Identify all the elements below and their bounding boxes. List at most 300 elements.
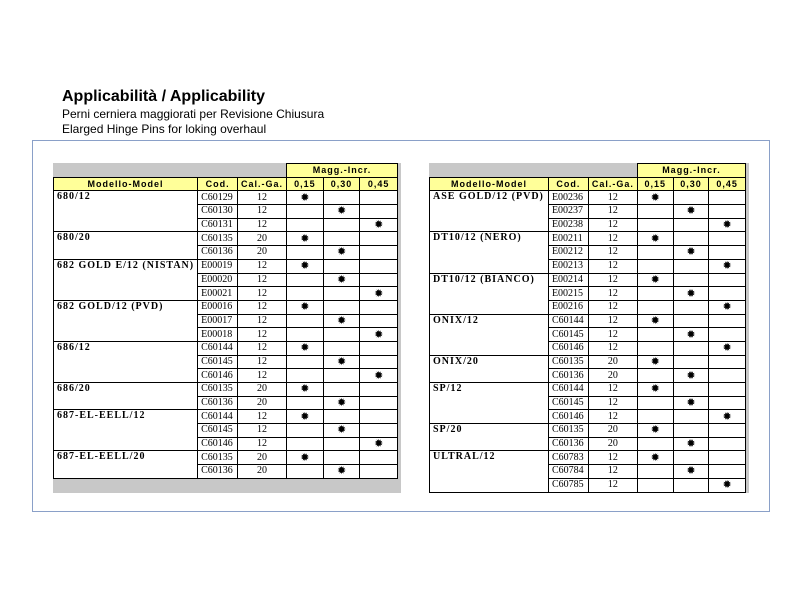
gauge-value: 20 — [238, 232, 287, 246]
size-cell — [360, 396, 398, 410]
size-cell — [287, 191, 324, 205]
part-code: C60146 — [548, 341, 588, 355]
size-cell — [637, 437, 673, 451]
header-cal: Cal.-Ga. — [238, 177, 287, 191]
header-magg-incr: Magg.-Incr. — [637, 164, 745, 178]
size-cell — [709, 287, 746, 301]
gauge-value: 12 — [238, 355, 287, 369]
size-cell — [709, 300, 746, 314]
size-cell — [323, 273, 360, 287]
size-cell — [637, 328, 673, 342]
gauge-value: 12 — [238, 287, 287, 301]
subtitle-english: Elarged Hinge Pins for loking overhaul — [62, 122, 267, 136]
table-row — [54, 259, 398, 273]
model-name: ULTRAL/12 — [430, 451, 549, 492]
oversize-marker-icon: ✹ — [300, 191, 310, 204]
gauge-value: 12 — [238, 259, 287, 273]
gauge-value: 12 — [588, 328, 637, 342]
header-model: Modello-Model — [54, 177, 198, 191]
part-code: E00236 — [548, 191, 588, 205]
part-code: C60135 — [548, 355, 588, 369]
size-cell — [287, 437, 324, 451]
size-cell — [637, 246, 673, 260]
gauge-value: 12 — [588, 259, 637, 273]
size-cell — [637, 465, 673, 479]
size-cell — [637, 259, 673, 273]
size-cell — [360, 314, 398, 328]
oversize-marker-icon: ✹ — [300, 301, 310, 314]
part-code: C60144 — [548, 383, 588, 397]
header-spacer — [430, 164, 638, 178]
table-row — [54, 191, 398, 205]
size-cell — [709, 191, 746, 205]
size-cell — [287, 451, 324, 465]
size-cell — [709, 451, 746, 465]
size-cell — [637, 451, 673, 465]
size-cell — [360, 300, 398, 314]
part-code: C60130 — [198, 205, 238, 219]
size-cell — [673, 451, 709, 465]
header-size-030: 0,30 — [673, 177, 709, 191]
part-code: C60146 — [548, 410, 588, 424]
oversize-marker-icon: ✹ — [722, 479, 732, 492]
part-code: C60129 — [198, 191, 238, 205]
oversize-marker-icon: ✹ — [722, 410, 732, 423]
subtitle-italian: Perni cerniera maggiorati per Revisione Chiusura — [62, 107, 325, 121]
oversize-marker-icon: ✹ — [300, 383, 310, 396]
model-name: 680/12 — [54, 191, 198, 232]
size-cell — [287, 314, 324, 328]
page-title: Applicabilità / Applicability — [62, 88, 265, 105]
size-cell — [323, 383, 360, 397]
size-cell — [637, 218, 673, 232]
oversize-marker-icon: ✹ — [336, 246, 347, 259]
model-name: DT10/12 (BIANCO) — [430, 273, 549, 314]
table-row — [430, 314, 746, 328]
size-cell — [323, 355, 360, 369]
part-code: E00017 — [198, 314, 238, 328]
size-cell — [637, 341, 673, 355]
size-cell — [323, 232, 360, 246]
part-code: E00215 — [548, 287, 588, 301]
gauge-value: 12 — [238, 218, 287, 232]
size-cell — [323, 205, 360, 219]
header-size-015: 0,15 — [287, 177, 324, 191]
size-cell — [323, 369, 360, 383]
header-model: Modello-Model — [430, 177, 549, 191]
size-cell — [323, 424, 360, 438]
size-cell — [673, 300, 709, 314]
size-cell — [673, 410, 709, 424]
part-code: C60136 — [198, 465, 238, 479]
oversize-marker-icon: ✹ — [722, 260, 732, 273]
oversize-marker-icon: ✹ — [300, 410, 310, 423]
gauge-value: 12 — [588, 205, 637, 219]
oversize-marker-icon: ✹ — [686, 438, 696, 451]
oversize-marker-icon: ✹ — [300, 260, 310, 273]
part-code: E00216 — [548, 300, 588, 314]
size-cell — [323, 218, 360, 232]
size-cell — [637, 369, 673, 383]
size-cell — [709, 273, 746, 287]
size-cell — [709, 355, 746, 369]
model-name: SP/12 — [430, 383, 549, 424]
size-cell — [360, 191, 398, 205]
size-cell — [360, 246, 398, 260]
size-cell — [673, 437, 709, 451]
part-code: E00018 — [198, 328, 238, 342]
size-cell — [360, 205, 398, 219]
gauge-value: 12 — [588, 383, 637, 397]
size-cell — [709, 383, 746, 397]
oversize-marker-icon: ✹ — [686, 397, 696, 410]
oversize-marker-icon: ✹ — [650, 232, 660, 245]
part-code: E00213 — [548, 259, 588, 273]
size-cell — [360, 465, 398, 479]
part-code: E00238 — [548, 218, 588, 232]
gauge-value: 12 — [588, 465, 637, 479]
oversize-marker-icon: ✹ — [336, 273, 347, 286]
oversize-marker-icon: ✹ — [300, 451, 310, 464]
size-cell — [323, 191, 360, 205]
model-name: ASE GOLD/12 (PVD) — [430, 191, 549, 232]
part-code: E00211 — [548, 232, 588, 246]
size-cell — [673, 205, 709, 219]
part-code: C60135 — [198, 451, 238, 465]
gauge-value: 12 — [588, 410, 637, 424]
model-name: 686/20 — [54, 383, 198, 410]
size-cell — [323, 300, 360, 314]
gauge-value: 12 — [238, 300, 287, 314]
header-size-030: 0,30 — [323, 177, 360, 191]
model-name: 687-EL-EELL/12 — [54, 410, 198, 451]
size-cell — [360, 424, 398, 438]
size-cell — [709, 369, 746, 383]
gauge-value: 12 — [588, 300, 637, 314]
header-size-045: 0,45 — [360, 177, 398, 191]
size-cell — [360, 341, 398, 355]
size-cell — [709, 314, 746, 328]
size-cell — [287, 259, 324, 273]
model-name: ONIX/20 — [430, 355, 549, 382]
model-name: 682 GOLD/12 (PVD) — [54, 300, 198, 341]
header-row-magg — [430, 164, 746, 178]
size-cell — [637, 314, 673, 328]
oversize-marker-icon: ✹ — [300, 342, 310, 355]
size-cell — [637, 478, 673, 492]
table-row — [430, 451, 746, 465]
size-cell — [709, 232, 746, 246]
gauge-value: 12 — [588, 191, 637, 205]
size-cell — [709, 396, 746, 410]
model-name: SP/20 — [430, 424, 549, 451]
part-code: C60145 — [548, 396, 588, 410]
gauge-value: 12 — [238, 437, 287, 451]
size-cell — [709, 465, 746, 479]
gauge-value: 12 — [238, 273, 287, 287]
size-cell — [673, 369, 709, 383]
size-cell — [673, 341, 709, 355]
size-cell — [709, 424, 746, 438]
part-code: E00019 — [198, 259, 238, 273]
oversize-marker-icon: ✹ — [722, 342, 732, 355]
gauge-value: 20 — [238, 246, 287, 260]
size-cell — [360, 355, 398, 369]
part-code: C60146 — [198, 369, 238, 383]
size-cell — [637, 205, 673, 219]
oversize-marker-icon: ✹ — [336, 465, 347, 478]
part-code: C60135 — [198, 383, 238, 397]
size-cell — [673, 355, 709, 369]
size-cell — [637, 383, 673, 397]
oversize-marker-icon: ✹ — [374, 438, 384, 451]
size-cell — [673, 478, 709, 492]
size-cell — [709, 437, 746, 451]
size-cell — [673, 218, 709, 232]
size-cell — [360, 383, 398, 397]
model-name: 680/20 — [54, 232, 198, 259]
table-row — [54, 410, 398, 424]
table-row — [430, 383, 746, 397]
oversize-marker-icon: ✹ — [722, 219, 732, 232]
gauge-value: 12 — [588, 341, 637, 355]
gauge-value: 12 — [238, 191, 287, 205]
table-row — [54, 232, 398, 246]
header-row-columns — [54, 177, 398, 191]
model-name: DT10/12 (NERO) — [430, 232, 549, 273]
size-cell — [673, 396, 709, 410]
size-cell — [673, 232, 709, 246]
table-row — [430, 424, 746, 438]
size-cell — [323, 465, 360, 479]
size-cell — [360, 259, 398, 273]
size-cell — [709, 246, 746, 260]
size-cell — [323, 246, 360, 260]
part-code: E00021 — [198, 287, 238, 301]
size-cell — [360, 287, 398, 301]
part-code: C60136 — [548, 437, 588, 451]
gauge-value: 12 — [238, 341, 287, 355]
size-cell — [673, 424, 709, 438]
oversize-marker-icon: ✹ — [686, 328, 696, 341]
size-cell — [323, 287, 360, 301]
size-cell — [360, 410, 398, 424]
part-code: C60145 — [198, 424, 238, 438]
size-cell — [287, 341, 324, 355]
applicability-table-right — [429, 163, 746, 493]
size-cell — [709, 478, 746, 492]
table-row — [54, 341, 398, 355]
part-code: C60784 — [548, 465, 588, 479]
oversize-marker-icon: ✹ — [374, 287, 384, 300]
table-row — [430, 355, 746, 369]
size-cell — [709, 410, 746, 424]
gauge-value: 12 — [588, 218, 637, 232]
gauge-value: 12 — [238, 369, 287, 383]
oversize-marker-icon: ✹ — [336, 205, 347, 218]
size-cell — [323, 259, 360, 273]
size-cell — [673, 246, 709, 260]
size-cell — [287, 383, 324, 397]
table-row — [430, 232, 746, 246]
part-code: C60146 — [198, 437, 238, 451]
gauge-value: 20 — [588, 437, 637, 451]
oversize-marker-icon: ✹ — [336, 355, 347, 368]
size-cell — [323, 410, 360, 424]
size-cell — [287, 232, 324, 246]
part-code: E00237 — [548, 205, 588, 219]
size-cell — [323, 341, 360, 355]
size-cell — [637, 424, 673, 438]
gauge-value: 12 — [588, 451, 637, 465]
part-code: C60136 — [198, 396, 238, 410]
model-name: 686/12 — [54, 341, 198, 382]
size-cell — [287, 369, 324, 383]
size-cell — [673, 465, 709, 479]
part-code: C60145 — [198, 355, 238, 369]
size-cell — [673, 273, 709, 287]
header-size-015: 0,15 — [637, 177, 673, 191]
oversize-marker-icon: ✹ — [686, 369, 696, 382]
oversize-marker-icon: ✹ — [686, 205, 696, 218]
gauge-value: 12 — [238, 410, 287, 424]
table-row — [54, 300, 398, 314]
header-cod: Cod. — [548, 177, 588, 191]
oversize-marker-icon: ✹ — [650, 424, 660, 437]
size-cell — [637, 273, 673, 287]
size-cell — [360, 328, 398, 342]
oversize-marker-icon: ✹ — [336, 397, 347, 410]
part-code: C60785 — [548, 478, 588, 492]
gauge-value: 20 — [238, 451, 287, 465]
header-size-045: 0,45 — [709, 177, 746, 191]
part-code: C60135 — [198, 232, 238, 246]
header-row-columns — [430, 177, 746, 191]
oversize-marker-icon: ✹ — [686, 465, 696, 478]
oversize-marker-icon: ✹ — [686, 246, 696, 259]
size-cell — [709, 259, 746, 273]
header-magg-incr: Magg.-Incr. — [287, 164, 398, 178]
size-cell — [287, 246, 324, 260]
size-cell — [287, 410, 324, 424]
part-code: C60783 — [548, 451, 588, 465]
gauge-value: 12 — [588, 396, 637, 410]
oversize-marker-icon: ✹ — [650, 191, 660, 204]
size-cell — [287, 328, 324, 342]
gauge-value: 12 — [588, 246, 637, 260]
gauge-value: 12 — [238, 424, 287, 438]
size-cell — [323, 396, 360, 410]
table-row — [54, 383, 398, 397]
size-cell — [323, 437, 360, 451]
size-cell — [637, 191, 673, 205]
oversize-marker-icon: ✹ — [374, 369, 384, 382]
gauge-value: 12 — [238, 328, 287, 342]
part-code: E00016 — [198, 300, 238, 314]
size-cell — [287, 273, 324, 287]
oversize-marker-icon: ✹ — [722, 301, 732, 314]
size-cell — [637, 355, 673, 369]
size-cell — [287, 218, 324, 232]
oversize-marker-icon: ✹ — [650, 383, 660, 396]
header-spacer — [54, 164, 287, 178]
oversize-marker-icon: ✹ — [650, 314, 660, 327]
part-code: C60135 — [548, 424, 588, 438]
gauge-value: 20 — [238, 465, 287, 479]
size-cell — [360, 451, 398, 465]
applicability-table-left — [53, 163, 398, 479]
oversize-marker-icon: ✹ — [300, 232, 310, 245]
size-cell — [637, 410, 673, 424]
oversize-marker-icon: ✹ — [686, 287, 696, 300]
size-cell — [673, 287, 709, 301]
part-code: C60145 — [548, 328, 588, 342]
oversize-marker-icon: ✹ — [650, 273, 660, 286]
size-cell — [287, 396, 324, 410]
oversize-marker-icon: ✹ — [650, 355, 660, 368]
header-cod: Cod. — [198, 177, 238, 191]
model-name: 687-EL-EELL/20 — [54, 451, 198, 478]
gauge-value: 12 — [238, 314, 287, 328]
gauge-value: 20 — [588, 369, 637, 383]
size-cell — [360, 437, 398, 451]
size-cell — [709, 218, 746, 232]
part-code: C60144 — [198, 341, 238, 355]
size-cell — [323, 451, 360, 465]
size-cell — [287, 424, 324, 438]
gauge-value: 20 — [588, 424, 637, 438]
header-cal: Cal.-Ga. — [588, 177, 637, 191]
gauge-value: 12 — [588, 287, 637, 301]
part-code: C60136 — [198, 246, 238, 260]
gauge-value: 12 — [238, 205, 287, 219]
part-code: C60144 — [198, 410, 238, 424]
size-cell — [673, 328, 709, 342]
size-cell — [287, 355, 324, 369]
part-code: C60144 — [548, 314, 588, 328]
size-cell — [673, 191, 709, 205]
size-cell — [709, 341, 746, 355]
table-row — [430, 191, 746, 205]
gauge-value: 12 — [588, 314, 637, 328]
size-cell — [360, 232, 398, 246]
size-cell — [360, 218, 398, 232]
size-cell — [323, 314, 360, 328]
part-code: E00020 — [198, 273, 238, 287]
gauge-value: 20 — [238, 383, 287, 397]
size-cell — [637, 287, 673, 301]
size-cell — [360, 273, 398, 287]
size-cell — [287, 300, 324, 314]
header-row-magg — [54, 164, 398, 178]
size-cell — [287, 205, 324, 219]
gauge-value: 12 — [588, 478, 637, 492]
oversize-marker-icon: ✹ — [336, 424, 347, 437]
size-cell — [637, 232, 673, 246]
part-code: C60131 — [198, 218, 238, 232]
size-cell — [637, 396, 673, 410]
part-code: E00214 — [548, 273, 588, 287]
model-name: 682 GOLD E/12 (NISTAN) — [54, 259, 198, 300]
gauge-value: 20 — [238, 396, 287, 410]
size-cell — [673, 314, 709, 328]
size-cell — [323, 328, 360, 342]
size-cell — [709, 205, 746, 219]
table-row — [54, 451, 398, 465]
oversize-marker-icon: ✹ — [650, 451, 660, 464]
oversize-marker-icon: ✹ — [374, 328, 384, 341]
oversize-marker-icon: ✹ — [336, 314, 347, 327]
